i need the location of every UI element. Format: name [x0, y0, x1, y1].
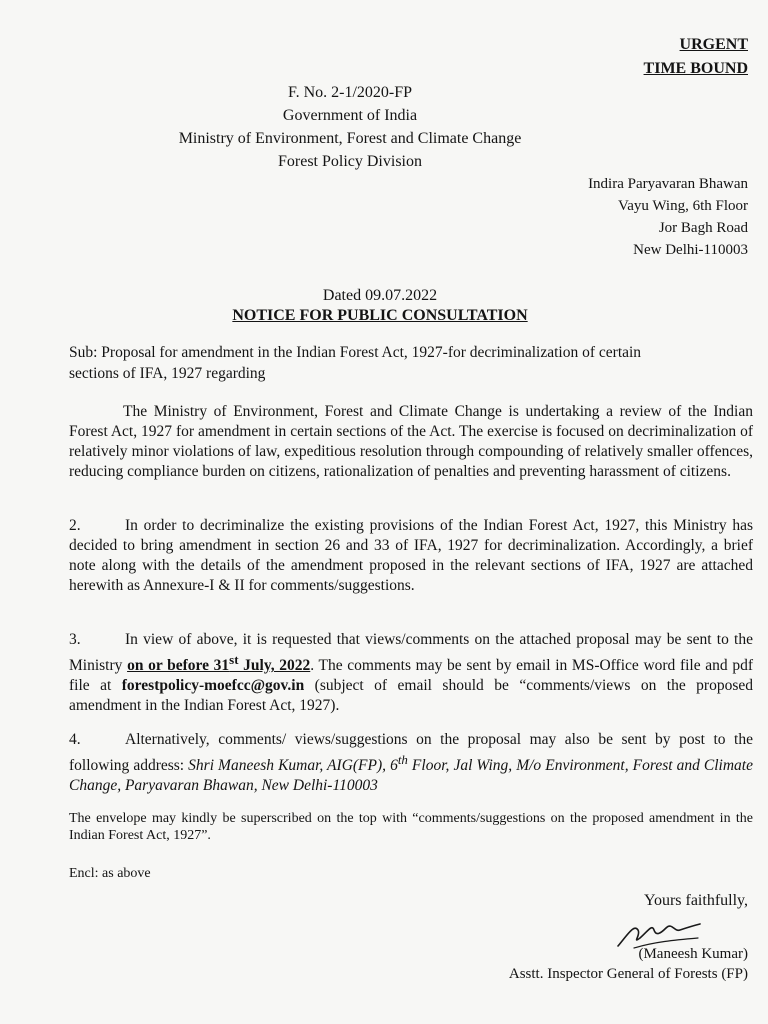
address-line-4: New Delhi-110003 [633, 242, 748, 258]
postal-address-a: Shri Maneesh Kumar, AIG(FP), 6 [188, 757, 398, 775]
time-bound-flag: TIME BOUND [643, 60, 748, 77]
subject-line-2: sections of IFA, 1927 regarding [69, 365, 266, 382]
subject-line-1: Sub: Proposal for amendment in the Indian Forest Act, 1927-for decriminalization of certain [69, 344, 642, 361]
deadline-date-a: on or before 31 [127, 657, 230, 675]
deadline-date [127, 652, 311, 675]
ministry-line: Ministry of Environment, Forest and Climate Change [178, 130, 522, 147]
deadline-date-sup: st [229, 652, 239, 667]
government-line: Government of India [282, 107, 418, 124]
paragraph-3 [69, 630, 753, 716]
paragraph-3-text-c: (subject of email should be “comments/views on the proposed amendment in the Indian Forest Act, 1927). [69, 677, 753, 715]
paragraph-2-number: 2. [69, 517, 81, 534]
address-line-2: Vayu Wing, 6th Floor [618, 198, 748, 214]
paragraph-3-number: 3. [69, 631, 81, 648]
signatory-designation: Asstt. Inspector General of Forests (FP) [508, 966, 748, 982]
notice-title: NOTICE FOR PUBLIC CONSULTATION [232, 307, 528, 324]
consultation-email[interactable]: forestpolicy-moefcc@gov.in [121, 677, 305, 695]
signatory-name: (Maneesh Kumar) [638, 946, 748, 962]
deadline-date-b: July, 2022 [238, 657, 311, 675]
envelope-note: The envelope may kindly be superscribed on the top with “comments/suggestions on the proposed amendment in the Indian Forest Act, 1927”. [69, 811, 753, 843]
paragraph-4 [69, 730, 753, 796]
paragraph-2 [69, 516, 753, 596]
paragraph-2-text: In order to decriminalize the existing provisions of the Indian Forest Act, 1927, this Ministry has decided to bring amendment in section 26 and 33 of IFA, 1927 for decriminalization. Accordingly, a brief note along with the details of the amendment proposed in the relevant sections of IFA, 1927 are attached herewith as Annexure-I & II for comments/suggestions. [69, 517, 753, 594]
urgent-flag: URGENT [679, 36, 748, 53]
enclosure-line: Encl: as above [69, 866, 151, 881]
paragraph-3-text-b: . The comments may be sent by email in MS-Office word file and pdf file at [69, 657, 753, 695]
file-number: F. No. 2-1/2020-FP [287, 84, 413, 101]
address-line-3: Jor Bagh Road [658, 220, 748, 236]
paragraph-4-number: 4. [69, 731, 81, 748]
division-line: Forest Policy Division [277, 153, 422, 170]
dated-line: Dated 09.07.2022 [322, 287, 438, 304]
postal-address-sup: th [397, 752, 408, 767]
paragraph-1: The Ministry of Environment, Forest and Climate Change is undertaking a review of the Indian Forest Act, 1927 for amendment in certain sections of the Act. The exercise is focused on decriminalization of relatively minor violations of law, expeditious resolution through compounding of relatively smaller offences, reducing compliance burden on citizens, rationalization of penalties and preventing harassment of citizens. [69, 403, 753, 480]
paragraph-3-text-a: In view of above, it is requested that views/comments on the attached proposal may be sent to the Ministry [69, 631, 753, 675]
address-line-1: Indira Paryavaran Bhawan [588, 176, 748, 192]
postal-address-b: Floor, Jal Wing, M/o Environment, Forest and Climate Change, Paryavaran Bhawan, New Delhi-110003 [69, 757, 753, 795]
closing-line: Yours faithfully, [643, 892, 748, 909]
paragraph-4-text-a: Alternatively, comments/ views/suggestions on the proposal may also be sent by post to the following address: [69, 731, 753, 775]
